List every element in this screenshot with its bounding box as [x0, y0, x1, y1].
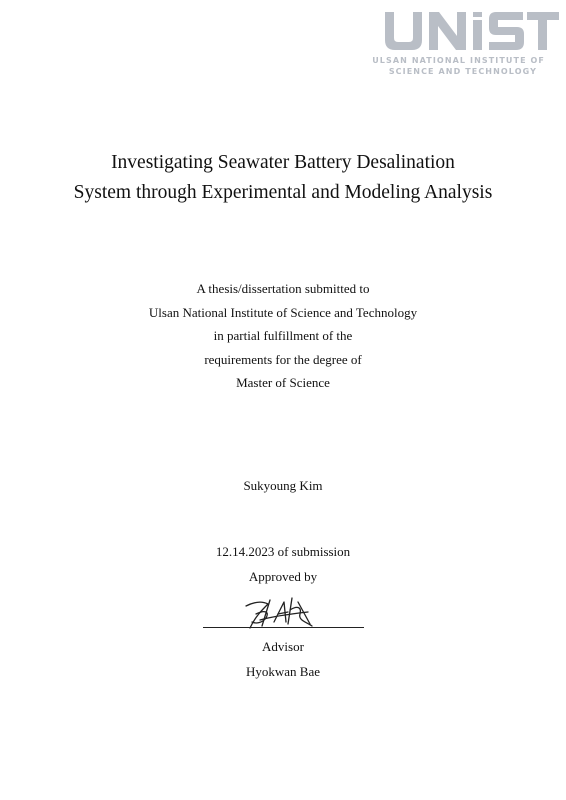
logo-institute-line2: SCIENCE AND TECHNOLOGY [388, 67, 537, 76]
statement-line3: in partial fulfillment of the [213, 328, 353, 343]
author-name: Sukyoung Kim [243, 478, 323, 493]
unist-wordmark-icon [383, 10, 559, 52]
unist-logo [372, 8, 562, 83]
advisor-name: Hyokwan Bae [245, 664, 320, 679]
statement-line5: Master of Science [236, 375, 330, 390]
statement-line1: A thesis/dissertation submitted to [196, 281, 370, 296]
submission-date: 12.14.2023 of submission [215, 544, 351, 559]
submission-statement [0, 277, 566, 395]
handwritten-signature-icon [240, 592, 320, 632]
statement-line2: Ulsan National Institute of Science and Technology [148, 304, 418, 320]
thesis-title-line1: Investigating Seawater Battery Desalination [111, 152, 455, 173]
logo-institute-line1: ULSAN NATIONAL INSTITUTE OF [372, 56, 545, 65]
statement-line4: requirements for the degree of [204, 351, 362, 367]
thesis-title [0, 148, 566, 208]
approved-by-label: Approved by [248, 569, 318, 584]
advisor-label: Advisor [262, 639, 304, 654]
signature-line [203, 627, 364, 628]
thesis-title-line2: System through Experimental and Modeling Analysis [73, 182, 493, 203]
